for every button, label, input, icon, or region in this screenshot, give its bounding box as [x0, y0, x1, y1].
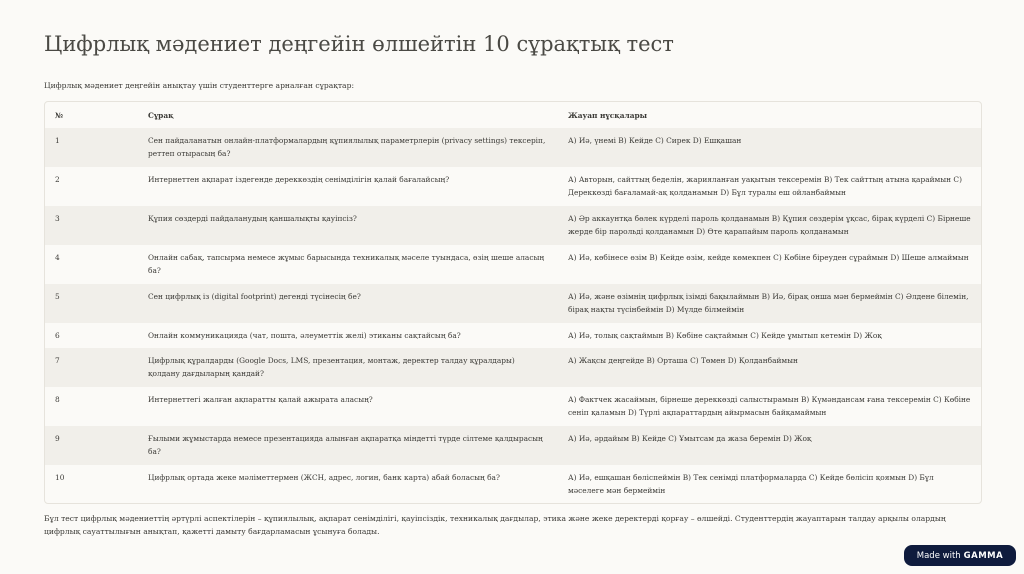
row-number: 4 — [55, 253, 60, 262]
row-number: 9 — [45, 426, 138, 465]
row-number: 6 — [55, 331, 60, 340]
made-with-gamma-badge[interactable] — [904, 545, 1016, 566]
questions-table — [45, 102, 981, 504]
row-answers: А) Иә, көбінесе өзім В) Кейде өзім, кейде көмекпен С) Көбіне біреуден сұраймын D) Шеше алмаймын — [568, 253, 969, 262]
row-answers: А) Иә, және өзімнің цифрлық ізімді бақылаймын В) Иә, бірақ онша мән бермеймін С) Әлдене білемін, бірақ нақты түсінбеймін D) Мүлде білмеймін — [558, 284, 981, 323]
row-number: 7 — [45, 348, 138, 387]
table-row — [45, 245, 981, 284]
row-number: 2 — [55, 175, 60, 184]
row-question: Онлайн коммуникацияда (чат, пошта, әлеуметтік желі) этиканы сақтайсың ба? — [148, 331, 461, 340]
row-question: Цифрлық ортада жеке мәліметтермен (ЖСН, адрес, логин, банк карта) абай боласың ба? — [148, 473, 500, 482]
table-row — [45, 284, 981, 323]
table-row — [45, 206, 981, 245]
summary-text: Бұл тест цифрлық мәдениеттің әртүрлі аспектілерін – құпиялылық, ақпарат сенімділігі, қауіпсіздік, техникалық дағдылар, этика және жеке деректерді қорғау – өлшейді. Студенттердің жауаптарын талдау арқылы олардың цифрлық сауаттылығын анықтап, қажетті дамыту бағдарламасын ұсынуға болады. — [44, 514, 946, 536]
row-question: Сен пайдаланатын онлайн-платформалардың құпиялылық параметрлерін (privacy settings) тексеріп, реттеп отырасың ба? — [138, 128, 558, 167]
row-answers: А) Иә, әрдайым В) Кейде С) Ұмытсам да жаза беремін D) Жоқ — [558, 426, 981, 465]
row-answers: А) Фактчек жасаймын, бірнеше дереккөзді салыстырамын В) Күмәндансам ғана тексеремін С) Көбіне сеніп қаламын D) Түрлі ақпараттардың айырмасын байқамаймын — [568, 395, 971, 417]
row-answers: А) Әр аккаунтқа бөлек күрделі пароль қолданамын В) Құпия сөздерім ұқсас, бірақ күрделі С) Бірнеше жерде бір парольді қолданамын D) Өте қарапайым пароль қолданамын — [558, 206, 981, 245]
column-header-number: № — [55, 110, 64, 120]
page-title: Цифрлық мәдениет деңгейін өлшейтін 10 сұрақтық тест — [44, 32, 674, 56]
row-number: 8 — [55, 395, 60, 404]
table-row — [45, 348, 981, 387]
row-number: 1 — [45, 128, 138, 167]
questions-table-container — [44, 101, 982, 504]
column-header-answers: Жауап нұсқалары — [568, 110, 648, 120]
gamma-logo-text: GAMMA — [963, 550, 1004, 561]
row-number: 5 — [45, 284, 138, 323]
row-answers: А) Иә, толық сақтаймын В) Көбіне сақтаймын С) Кейде ұмытып кетемін D) Жоқ — [568, 331, 882, 340]
row-number: 3 — [45, 206, 138, 245]
row-question: Интернеттегі жалған ақпаратты қалай ажырата аласың? — [148, 395, 373, 404]
row-question: Интернеттен ақпарат іздегенде дереккөздің сенімділігін қалай бағалайсың? — [148, 175, 450, 184]
table-row — [45, 323, 981, 348]
row-question: Ғылыми жұмыстарда немесе презентацияда алынған ақпаратқа міндетті түрде сілтеме қалдырасың ба? — [138, 426, 558, 465]
table-row — [45, 387, 981, 426]
row-question: Цифрлық құралдарды (Google Docs, LMS, презентация, монтаж, деректер талдау құралдары) қолдану дағдыларың қандай? — [138, 348, 558, 387]
badge-prefix: Made with — [916, 550, 961, 561]
row-answers: А) Авторын, сайттың беделін, жарияланған уақытын тексеремін В) Тек сайттың атына қараймын С) Дереккөзді бағаламай-ақ қолданамын D) Бұл туралы еш ойланбаймын — [568, 175, 962, 197]
row-number: 10 — [55, 473, 65, 482]
column-header-question: Сұрақ — [148, 110, 174, 120]
row-answers: А) Иә, үнемі В) Кейде С) Сирек D) Ешқашан — [558, 128, 981, 167]
row-answers: А) Жақсы деңгейде В) Орташа С) Төмен D) Қолданбаймын — [558, 348, 981, 387]
table-row — [45, 426, 981, 465]
table-row — [45, 167, 981, 206]
table-row — [45, 465, 981, 504]
table-row — [45, 128, 981, 167]
row-question: Онлайн сабақ, тапсырма немесе жұмыс барысында техникалық мәселе туындаса, өзің шеше аласың ба? — [148, 253, 545, 275]
row-answers: А) Иә, ешқашан бөліспеймін В) Тек сенімді платформаларда С) Кейде бөлісіп қоямын D) Бұл мәселеге мән бермеймін — [568, 473, 934, 495]
row-question: Құпия сөздерді пайдаланудың қаншалықты қауіпсіз? — [138, 206, 558, 245]
row-question: Сен цифрлық із (digital footprint) дегенді түсінесің бе? — [138, 284, 558, 323]
table-header-row — [45, 102, 981, 128]
intro-text: Цифрлық мәдениет деңгейін анықтау үшін студенттерге арналған сұрақтар: — [44, 81, 355, 90]
